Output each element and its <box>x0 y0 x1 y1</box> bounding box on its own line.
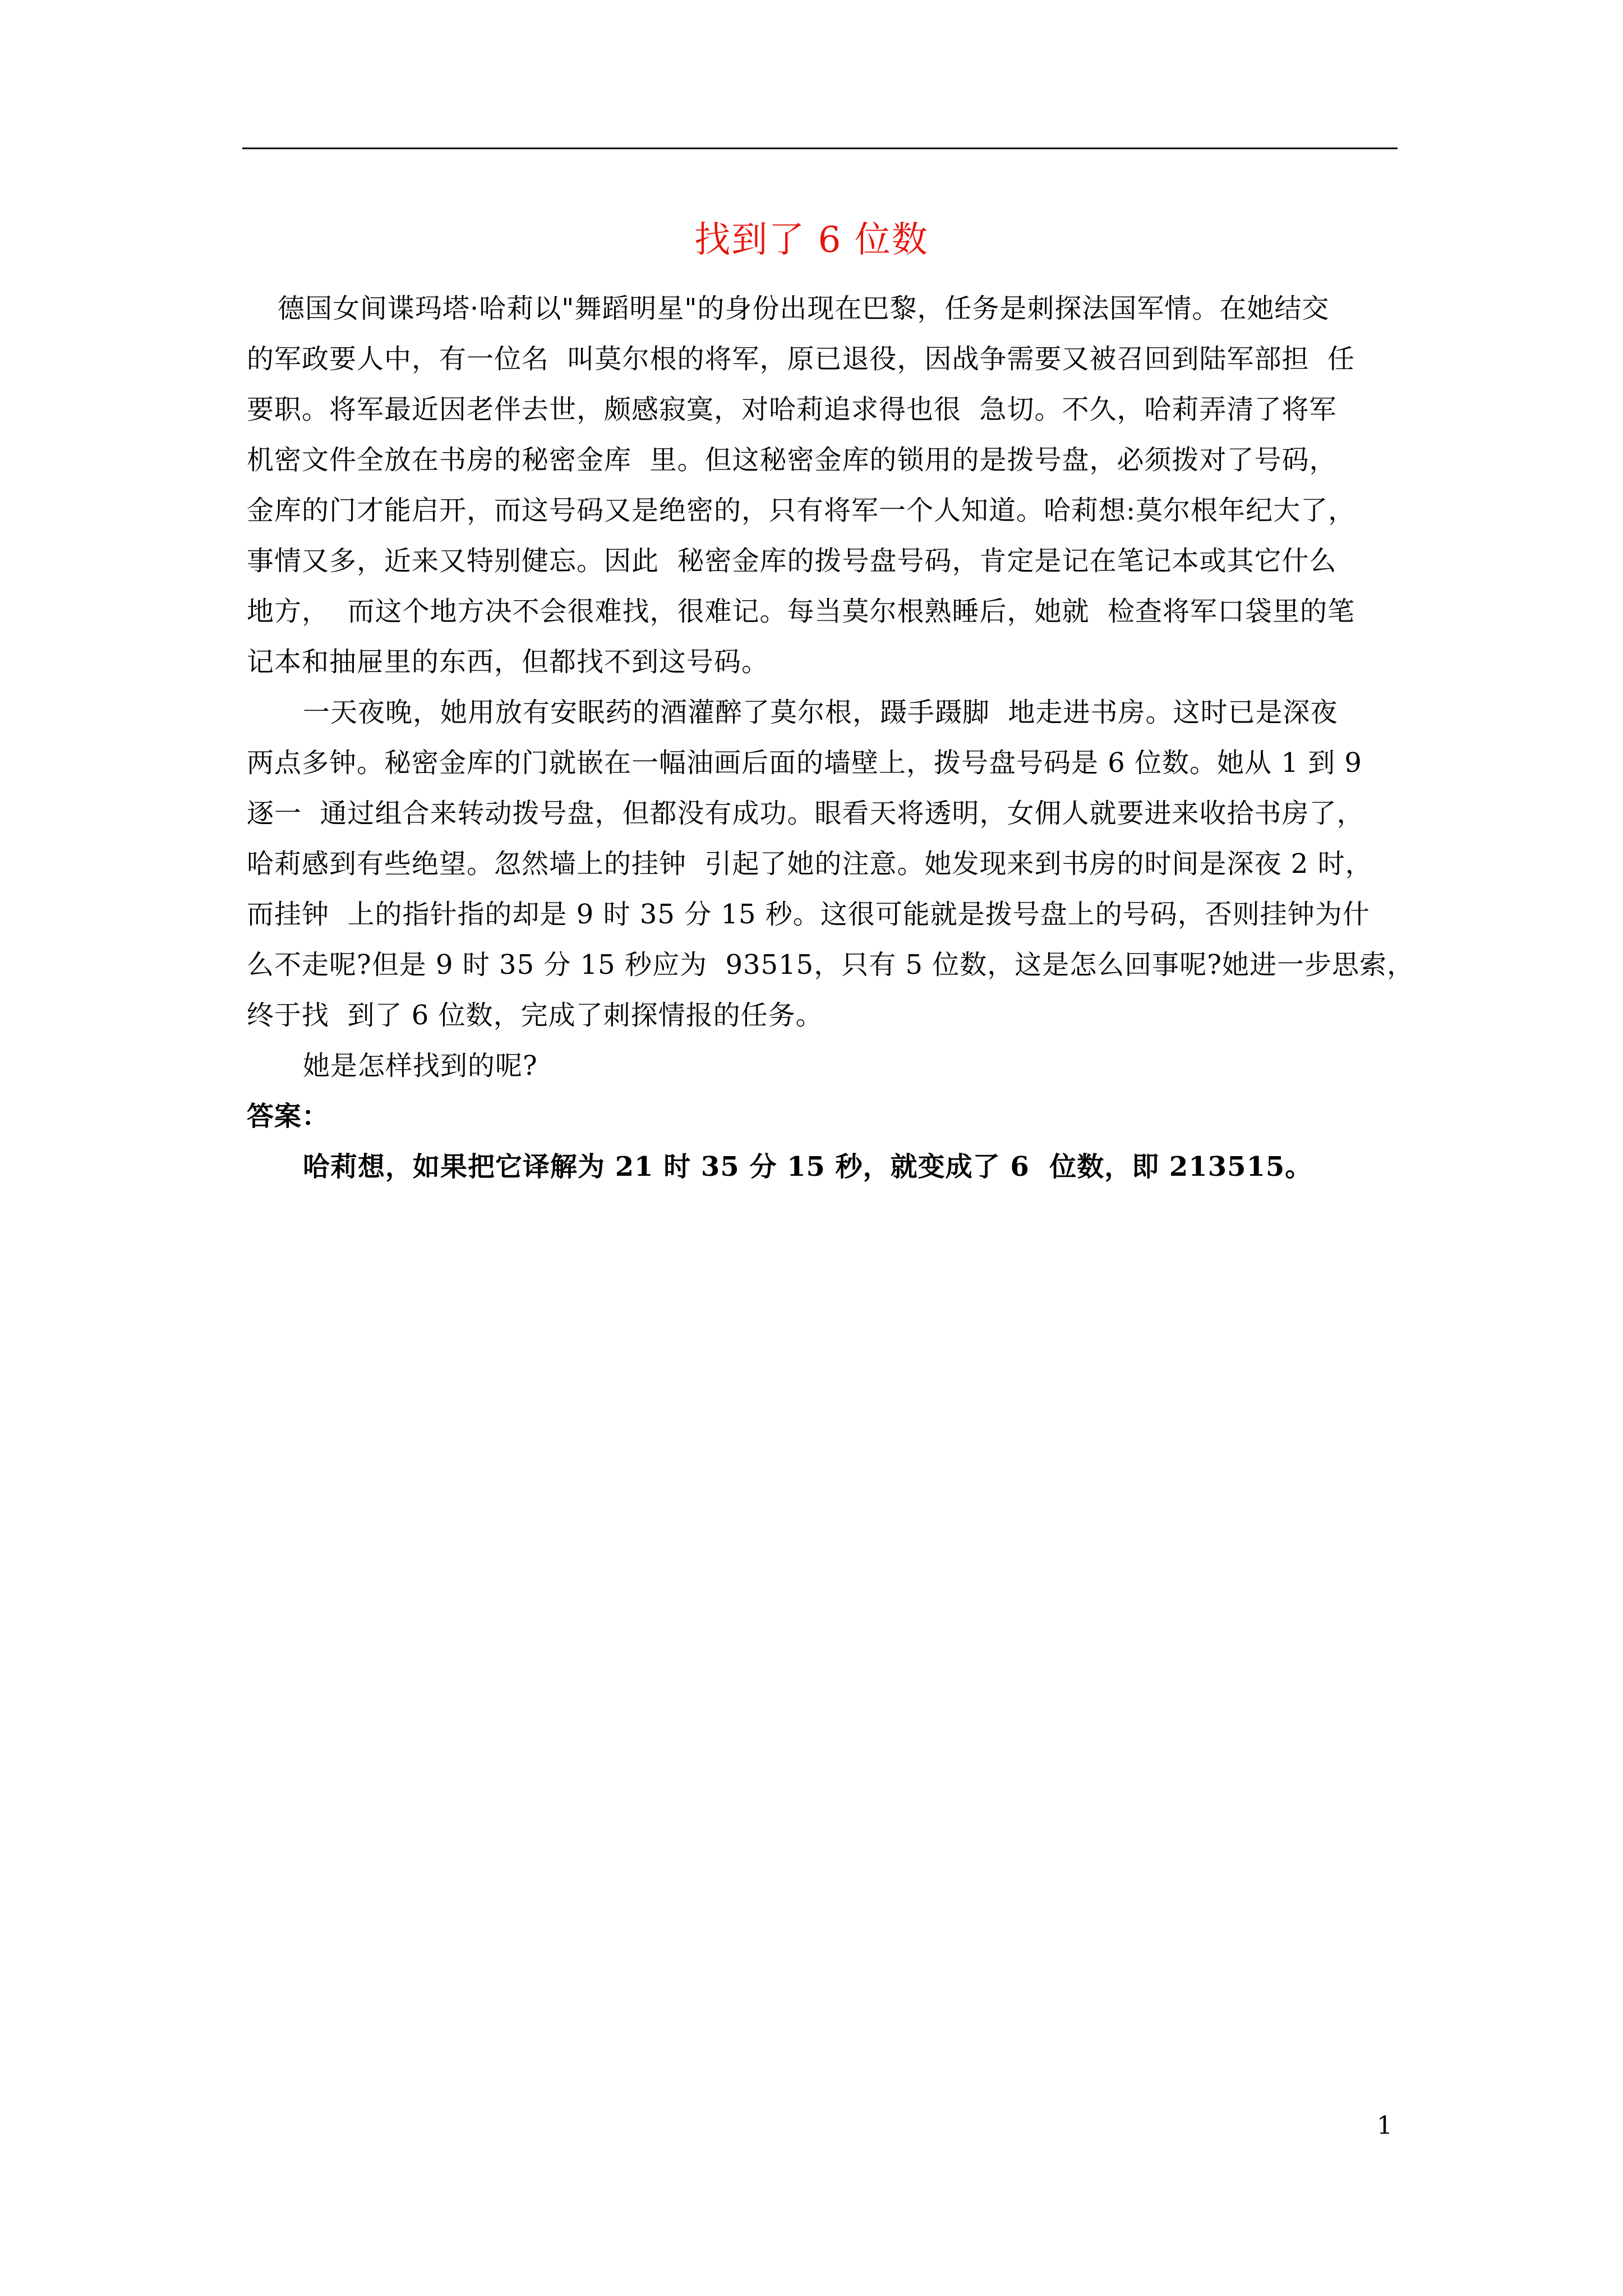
answer-text: 哈莉想，如果把它译解为 21 时 35 分 15 秒，就变成了 6 位数，即 213515。 <box>303 1151 1313 1182</box>
paragraph-2-line: 两点多钟。秘密金库的门就嵌在一幅油画后面的墙壁上，拨号盘号码是 6 位数。她从 1 到 9 <box>247 747 1362 779</box>
header-rule <box>242 148 1398 149</box>
paragraph-2-line: 逐一 通过组合来转动拨号盘，但都没有成功。眼看天将透明，女佣人就要进来收拾书房了， <box>247 798 1364 829</box>
paragraph-1-line: 地方， 而这个地方决不会很难找，很难记。每当莫尔根熟睡后，她就 检查将军口袋里的笔 <box>247 596 1355 627</box>
document-body <box>247 283 1414 1192</box>
paragraph-2-line: 而挂钟 上的指针指的却是 9 时 35 分 15 秒。这很可能就是拨号盘上的号码，否则挂钟为什 <box>247 899 1370 930</box>
page-number: 1 <box>1377 2111 1393 2140</box>
paragraph-1-line: 德国女间谍玛塔·哈莉以"舞蹈明星"的身份出现在巴黎，任务是刺探法国军情。在她结交 <box>278 293 1330 324</box>
paragraph-2-line: 终于找 到了 6 位数，完成了刺探情报的任务。 <box>247 1000 823 1031</box>
paragraph-1-line: 的军政要人中，有一位名 叫莫尔根的将军，原已退役，因战争需要又被召回到陆军部担 任 <box>247 343 1355 375</box>
paragraph-1-line: 机密文件全放在书房的秘密金库 里。但这秘密金库的锁用的是拨号盘，必须拨对了号码， <box>247 444 1337 476</box>
paragraph-1-line: 事情又多，近来又特别健忘。因此 秘密金库的拨号盘号码，肯定是记在笔记本或其它什么 <box>247 545 1337 577</box>
paragraph-2-line: 么不走呢?但是 9 时 35 分 15 秒应为 93515，只有 5 位数，这是怎么回事呢?她进一步思索， <box>247 949 1414 981</box>
answer-label: 答案： <box>247 1101 330 1132</box>
paragraph-2-line: 哈莉感到有些绝望。忽然墙上的挂钟 引起了她的注意。她发现来到书房的时间是深夜 2 时， <box>247 848 1373 880</box>
paragraph-1-line: 记本和抽屉里的东西，但都找不到这号码。 <box>247 646 769 678</box>
document-title: 找到了 6 位数 <box>694 219 929 261</box>
paragraph-1-line: 金库的门才能启开，而这号码又是绝密的，只有将军一个人知道。哈莉想:莫尔根年纪大了， <box>247 495 1356 526</box>
question-line: 她是怎样找到的呢? <box>303 1050 538 1082</box>
paragraph-1-line: 要职。将军最近因老伴去世，颇感寂寞，对哈莉追求得也很 急切。不久，哈莉弄清了将军 <box>247 394 1337 425</box>
paragraph-2-line: 一天夜晚，她用放有安眠药的酒灌醉了莫尔根，蹑手蹑脚 地走进书房。这时已是深夜 <box>303 697 1338 728</box>
